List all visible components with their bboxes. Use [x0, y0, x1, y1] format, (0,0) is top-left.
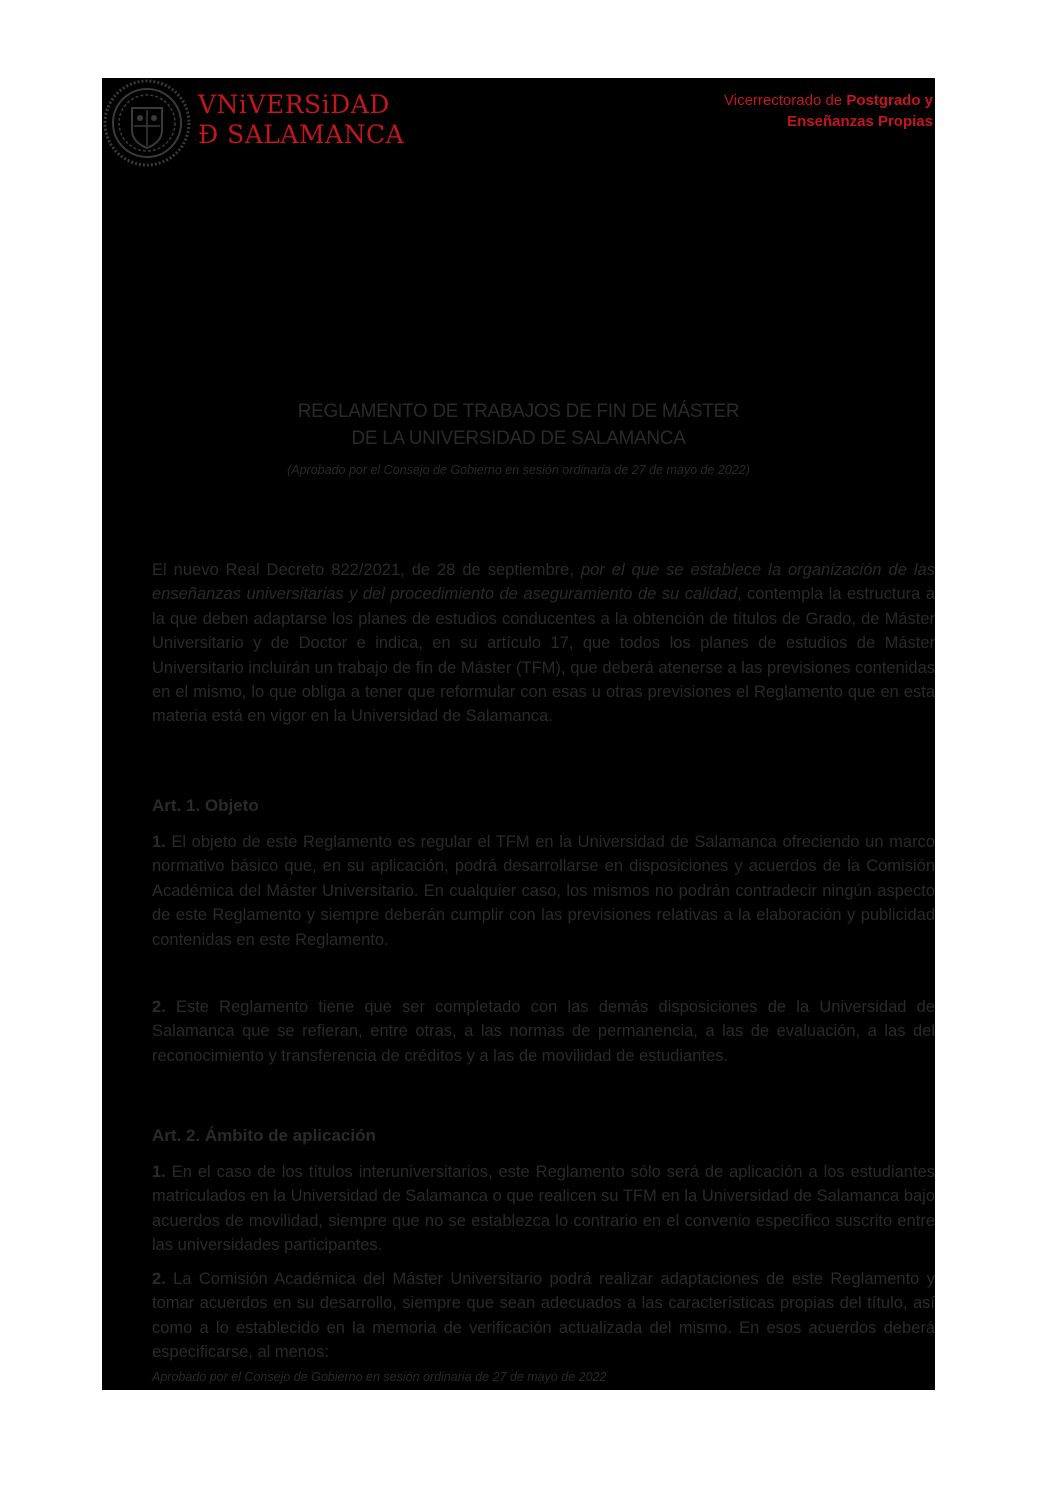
- art1-p2-number: 2.: [152, 998, 166, 1016]
- document-title: [102, 398, 935, 452]
- art1-paragraph-1: [152, 830, 935, 952]
- vice-bold-1: Postgrado y: [846, 92, 933, 109]
- university-logo-text: [198, 90, 404, 150]
- art2-paragraph-2: [152, 1267, 935, 1365]
- art2-p2-text: La Comisión Académica del Máster Universitario podrá realizar adaptaciones de este Reglamento y tomar acuerdos en su desarrollo, siempre que sean adecuados a las características propias del título, así como a lo establecido en la memoria de verificación actualizada del mismo. En esos acuerdos deberá especificarse, al menos:: [152, 1270, 935, 1362]
- document-page: [102, 78, 935, 1390]
- intro-paragraph: [152, 558, 935, 729]
- logo-line-2: Ð SALAMANCA: [198, 120, 405, 149]
- vice-bold-2: Enseñanzas Propias: [787, 113, 933, 130]
- art2-p2-number: 2.: [152, 1270, 166, 1288]
- approval-note: (Aprobado por el Consejo de Gobierno en sesión ordinaria de 27 de mayo de 2022): [287, 463, 750, 477]
- art1-p1-number: 1.: [152, 833, 166, 851]
- art2-p1-text: En el caso de los títulos interuniversitarios, este Reglamento sólo será de aplicación a los estudiantes matriculados en la Universidad de Salamanca o que realicen su TFM en la Universidad de Salamanca bajo acuerdos de movilidad, siempre que no se establezca lo contrario en el convenio específico suscrito entre las universidades participantes.: [152, 1163, 935, 1255]
- title-line-1: REGLAMENTO DE TRABAJOS DE FIN DE MÁSTER: [297, 401, 740, 422]
- art1-p2-text: Este Reglamento tiene que ser completado con las demás disposiciones de la Universidad de Salamanca que se refieran, entre otras, a las normas de permanencia, a las de evaluación, a las del reconocimiento y transferencia de créditos y a las de movilidad de estudiantes.: [152, 998, 935, 1065]
- vicerrectorado-label: [724, 90, 933, 132]
- intro-italic: por el que se establece la organización de las enseñanzas universitarias y del procedimiento de aseguramiento de su calidad: [152, 561, 935, 604]
- art2-heading: Art. 2. Ámbito de aplicación: [152, 1126, 376, 1145]
- page-footer: Aprobado por el Consejo de Gobierno en sesión ordinaria de 27 de mayo de 2022: [152, 1370, 607, 1384]
- title-line-2: DE LA UNIVERSIDAD DE SALAMANCA: [351, 428, 686, 449]
- art1-heading: Art. 1. Objeto: [152, 796, 259, 815]
- intro-text-2: , contempla la estructura a la que deben adaptarse los planes de estudios conducentes a la obtención de títulos de Grado, de Máster Universitario y de Doctor e indica, en su artículo 17, que todos los planes de estudios de Máster Universitario incluirán un trabajo de fin de Máster (TFM), que deberá atenerse a las previsiones contenidas en el mismo, lo que obliga a tener que reformular con esas u otras previsiones el Reglamento que en esta materia está en vigor en la Universidad de Salamanca.: [152, 585, 935, 726]
- logo-line-1: VNiVERSiDAD: [198, 90, 390, 119]
- art1-paragraph-2: [152, 995, 935, 1068]
- art2-paragraph-1: [152, 1160, 935, 1258]
- art2-p1-number: 1.: [152, 1163, 166, 1181]
- vice-prefix: Vicerrectorado de: [724, 92, 847, 109]
- university-seal-icon: [102, 78, 192, 168]
- art1-p1-text: El objeto de este Reglamento es regular el TFM en la Universidad de Salamanca ofreciendo un marco normativo básico que, en su aplicación, podrá desarrollarse en disposiciones y acuerdos de la Comisión Académica del Máster Universitario. En cualquier caso, los mismos no podrán contradecir ningún aspecto de este Reglamento y siempre deberán cumplir con las previsiones relativas a la elaboración y publicidad contenidas en este Reglamento.: [152, 833, 935, 949]
- intro-text-1: El nuevo Real Decreto 822/2021, de 28 de septiembre,: [152, 561, 581, 579]
